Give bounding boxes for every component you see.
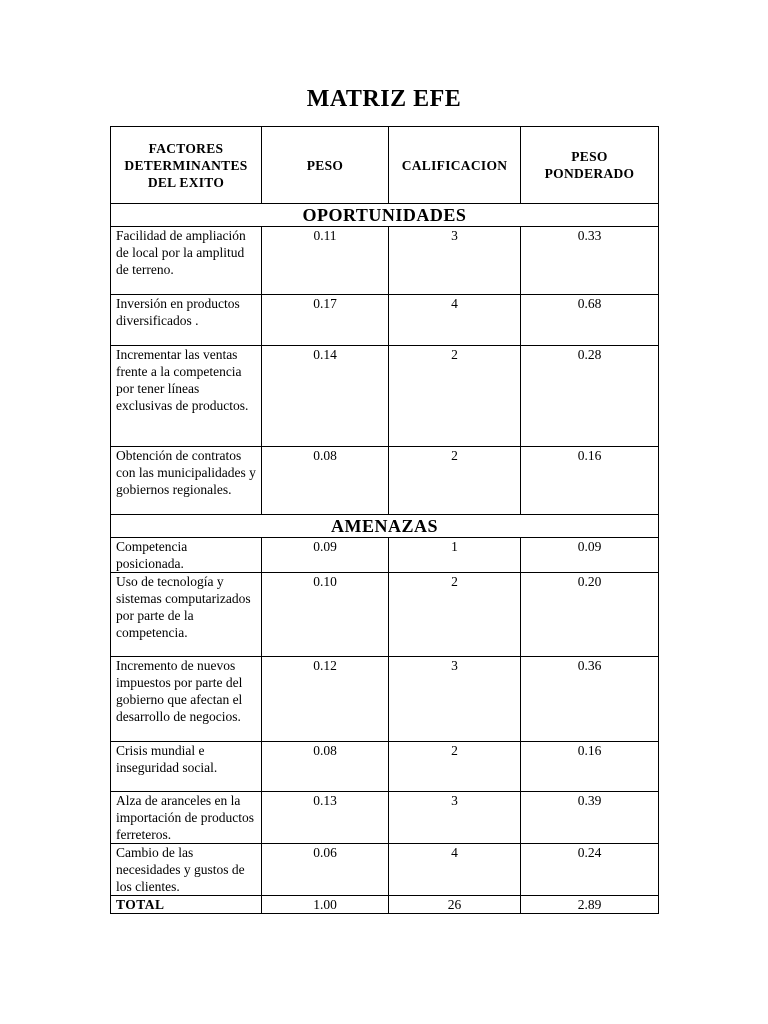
table-row bbox=[111, 742, 659, 792]
factor-cell: Incrementar las ventas frente a la competencia por tener líneas exclusivas de productos. bbox=[111, 346, 262, 447]
factor-cell: Cambio de las necesidades y gustos de los clientes. bbox=[111, 844, 262, 896]
total-peso: 1.00 bbox=[262, 896, 389, 914]
table-row bbox=[111, 295, 659, 346]
efe-matrix-table bbox=[110, 126, 659, 914]
header-peso-ponderado: PESO PONDERADO bbox=[521, 127, 659, 204]
table-row bbox=[111, 792, 659, 844]
table-row bbox=[111, 447, 659, 515]
calificacion-cell: 1 bbox=[389, 538, 521, 573]
peso-cell: 0.09 bbox=[262, 538, 389, 573]
ponderado-cell: 0.36 bbox=[521, 657, 659, 742]
ponderado-cell: 0.39 bbox=[521, 792, 659, 844]
calificacion-cell: 2 bbox=[389, 447, 521, 515]
ponderado-cell: 0.68 bbox=[521, 295, 659, 346]
table-row bbox=[111, 573, 659, 657]
header-peso: PESO bbox=[262, 127, 389, 204]
section-title-oportunidades: OPORTUNIDADES bbox=[111, 204, 659, 227]
header-calificacion: CALIFICACION bbox=[389, 127, 521, 204]
total-calificacion: 26 bbox=[389, 896, 521, 914]
peso-cell: 0.08 bbox=[262, 447, 389, 515]
ponderado-cell: 0.24 bbox=[521, 844, 659, 896]
page-title: MATRIZ EFE bbox=[306, 86, 462, 112]
section-row-oportunidades bbox=[111, 204, 659, 227]
ponderado-cell: 0.09 bbox=[521, 538, 659, 573]
calificacion-cell: 2 bbox=[389, 573, 521, 657]
table-row bbox=[111, 227, 659, 295]
peso-cell: 0.17 bbox=[262, 295, 389, 346]
peso-cell: 0.14 bbox=[262, 346, 389, 447]
calificacion-cell: 3 bbox=[389, 227, 521, 295]
ponderado-cell: 0.33 bbox=[521, 227, 659, 295]
table-row bbox=[111, 538, 659, 573]
section-row-amenazas bbox=[111, 515, 659, 538]
ponderado-cell: 0.28 bbox=[521, 346, 659, 447]
calificacion-cell: 2 bbox=[389, 742, 521, 792]
factor-cell: Inversión en productos diversificados . bbox=[111, 295, 262, 346]
factor-cell: Competencia posicionada. bbox=[111, 538, 262, 573]
calificacion-cell: 3 bbox=[389, 657, 521, 742]
total-row bbox=[111, 896, 659, 914]
peso-cell: 0.13 bbox=[262, 792, 389, 844]
table-row bbox=[111, 657, 659, 742]
table-row bbox=[111, 346, 659, 447]
factor-cell: Alza de aranceles en la importación de productos ferreteros. bbox=[111, 792, 262, 844]
peso-cell: 0.06 bbox=[262, 844, 389, 896]
peso-cell: 0.10 bbox=[262, 573, 389, 657]
table-row bbox=[111, 844, 659, 896]
calificacion-cell: 4 bbox=[389, 295, 521, 346]
total-label: TOTAL bbox=[111, 896, 262, 914]
calificacion-cell: 4 bbox=[389, 844, 521, 896]
ponderado-cell: 0.20 bbox=[521, 573, 659, 657]
factor-cell: Facilidad de ampliación de local por la amplitud de terreno. bbox=[111, 227, 262, 295]
factor-cell: Obtención de contratos con las municipalidades y gobiernos regionales. bbox=[111, 447, 262, 515]
total-ponderado: 2.89 bbox=[521, 896, 659, 914]
factor-cell: Crisis mundial e inseguridad social. bbox=[111, 742, 262, 792]
peso-cell: 0.11 bbox=[262, 227, 389, 295]
header-factores: FACTORES DETERMINANTES DEL EXITO bbox=[111, 127, 262, 204]
calificacion-cell: 3 bbox=[389, 792, 521, 844]
header-row bbox=[111, 127, 659, 204]
factor-cell: Incremento de nuevos impuestos por parte del gobierno que afectan el desarrollo de negocios. bbox=[111, 657, 262, 742]
peso-cell: 0.12 bbox=[262, 657, 389, 742]
factor-cell: Uso de tecnología y sistemas computarizados por parte de la competencia. bbox=[111, 573, 262, 657]
ponderado-cell: 0.16 bbox=[521, 447, 659, 515]
ponderado-cell: 0.16 bbox=[521, 742, 659, 792]
calificacion-cell: 2 bbox=[389, 346, 521, 447]
section-title-amenazas: AMENAZAS bbox=[111, 515, 659, 538]
peso-cell: 0.08 bbox=[262, 742, 389, 792]
